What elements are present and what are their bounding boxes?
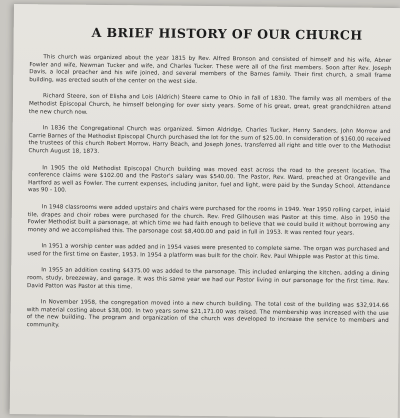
paragraph-1951: In 1951 a worship center was added and in 1954 vases were presented to complete same. The organ was purchased and used for the first time on Easter, 1953. In 1954 a platform was built for the choir. Rev. Paul Whipple was Pastor at this time. [27, 243, 390, 261]
document-body [26, 54, 391, 342]
paragraph-steere-family: Richard Steere, son of Elisha and Lois (Aldrich) Steere came to Ohio in fall of 1830. The family was all members of the Methodist Episcopal Church, he himself belonging for over sixty years. Some of his great, great, great grandchildren attend the new church now. [28, 93, 392, 116]
paragraph-founding: This church was organized about the year 1815 by Rev. Alfred Bronson and consisted of himself and his wife, Abner Fowler and wife, Newman Tucker and wife, and Charles Tucker. These were all of the first members. Soon after Rev. Joseph Davis, a local preacher and his wife joined, and several members of the Barnes family. Their first church, a small frame building, was erected south of the center on the west side. [29, 54, 392, 85]
paragraph-1905: In 1905 the old Methodist Episcopal Church building was moved east across the road to the present location. The conference claims were $102.00 and the Pastor's salary was $540.00. The Pastor, Rev. Ward, preached at Orangeville and Hartford as well as Fowler. The current expenses, including janitor, fuel and light, were paid by the Sunday School. Attendance was 90 - 100. [28, 164, 391, 194]
paragraph-1948: In 1948 classrooms were added upstairs and chairs were purchased for the rooms in 1949. Year 1950 rolling carpet, inlaid tile, drapes and choir robes were purchased for the church. Rev. Fred Gilhousen was Pastor at this time. Also in 1950 the Fowler Methodist built a parsonage, at which time we had faith enough to believe that we could build it without borrowing any money and we accomplished this. The parsonage cost $8,400.00 and paid in full in 1953. It was rented four years. [27, 204, 390, 237]
page-title: A BRIEF HISTORY OF OUR CHURCH [91, 24, 363, 43]
paragraph-1836: In 1836 the Congregational Church was organized. Simon Aldridge, Charles Tucker, Henry Sanders, John Morrow and Carrie Barnes of the Methodist Episcopal Church purchased the lot for the sum of $25.00. In consideration of $160.00 received the trustees of this church Robert Morrow, Harry Beach, and Joseph Jones, transferred all right and title over to the Methodist Church August 18, 1873. [28, 125, 391, 155]
document-page [10, 4, 400, 418]
paragraph-1955: In 1955 an addition costing $4375.00 was added to the parsonage. This included enlarging the kitchen, adding a dining room, study, breezeway, and garage. It was this same year we had our Pastor living in our parsonage for the first time. Rev. David Patton was Pastor at this time. [27, 267, 390, 290]
paragraph-1958: In November 1958, the congregation moved into a new church building. The total cost of the building was $32,914.66 with material costing about $38,000. In two years some $21,171.00 was raised. The membership was increased with the use of the new building. The program and organization of the church was developed to increase the service to members and community. [26, 299, 389, 329]
